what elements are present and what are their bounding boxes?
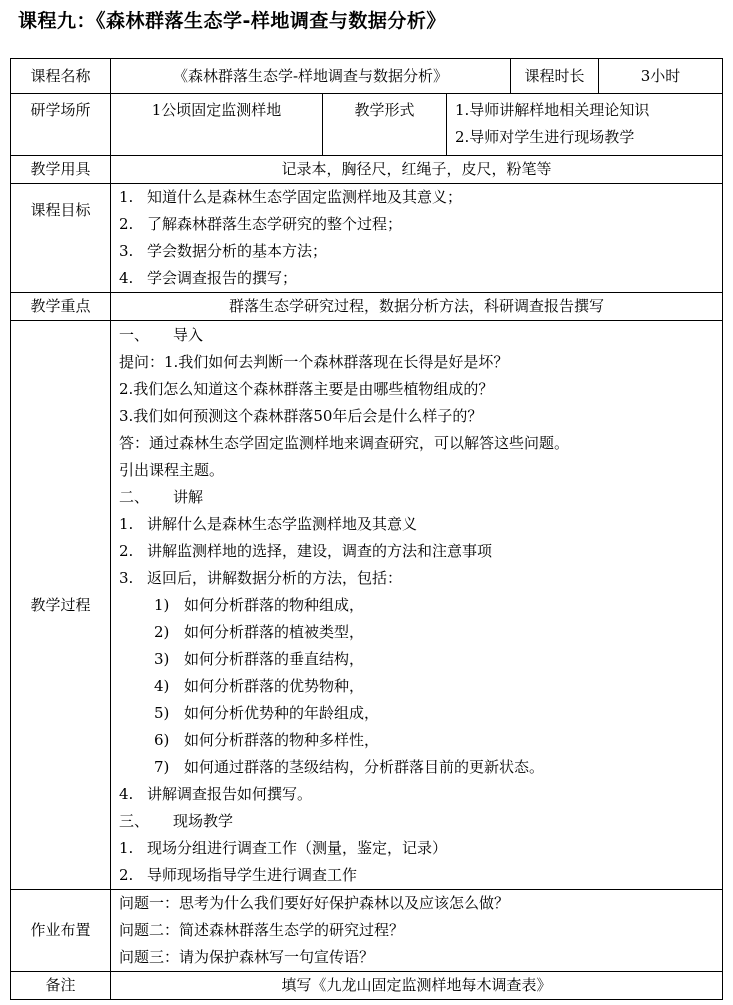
goal-item: 1. 知道什么是森林生态学固定监测样地及其意义； [119,188,463,206]
row-remarks [11,972,723,1000]
method-item: 6) 如何分析群落的物种多样性， [154,731,380,749]
label-remarks: 备注 [11,972,111,1000]
row-process [11,321,723,890]
label-tools: 教学用具 [11,156,111,184]
value-remarks: 填写《九龙山固定监测样地每木调查表》 [111,972,723,1000]
field-item: 1. 现场分组进行调查工作（测量，鉴定，记录） [119,839,448,857]
value-duration: 3小时 [599,59,723,94]
value-process [111,321,723,890]
row-tools [11,156,723,184]
homework-item: 问题三：请为保护森林写一句宣传语？ [119,948,375,966]
explain-item: 3. 返回后，讲解数据分析的方法，包括： [119,569,403,587]
value-course-name: 《森林群落生态学-样地调查与数据分析》 [111,59,511,94]
label-site: 研学场所 [11,94,111,156]
method-item: 5) 如何分析优势种的年龄组成， [154,704,380,722]
value-tools: 记录本，胸径尺，红绳子，皮尺，粉笔等 [111,156,723,184]
homework-item: 问题一：思考为什么我们要好好保护森林以及应该怎么做？ [119,894,510,912]
row-homework [11,890,723,972]
course-table [10,58,723,1000]
question-line: 提问：1.我们如何去判断一个森林群落现在长得是好是坏？ [119,353,509,371]
goal-item: 2. 了解森林群落生态学研究的整个过程； [119,215,403,233]
page-title: 课程九：《森林群落生态学-样地调查与数据分析》 [18,10,446,32]
label-course-name: 课程名称 [11,59,111,94]
value-homework [111,890,723,972]
explain-item: 1. 讲解什么是森林生态学监测样地及其意义 [119,515,418,533]
label-process: 教学过程 [11,321,111,890]
label-duration: 课程时长 [511,59,599,94]
section-heading: 三、 现场教学 [119,812,234,830]
answer-line: 答：通过森林生态学固定监测样地来调查研究，可以解答这些问题。 [119,434,570,452]
explain-item: 4. 讲解调查报告如何撰写。 [119,785,313,803]
method-item: 2) 如何分析群落的植被类型， [154,623,365,641]
format-line-1: 1.导师讲解样地相关理论知识 [455,101,650,119]
value-goals [111,184,723,293]
label-format: 教学形式 [323,94,447,156]
section-heading: 二、 讲解 [119,488,204,506]
method-item: 3) 如何分析群落的垂直结构， [154,650,365,668]
value-site: 1公顷固定监测样地 [111,94,323,156]
label-goals: 课程目标 [11,184,111,293]
lead-line: 引出课程主题。 [119,461,225,479]
row-focus [11,293,723,321]
row-site [11,94,723,156]
goal-item: 4. 学会调查报告的撰写； [119,269,298,287]
label-homework: 作业布置 [11,890,111,972]
question-line: 3.我们如何预测这个森林群落50年后会是什么样子的？ [119,407,483,425]
method-item: 1) 如何分析群落的物种组成， [154,596,365,614]
format-line-2: 2.导师对学生进行现场教学 [455,128,635,146]
homework-item: 问题二：简述森林群落生态学的研究过程？ [119,921,405,939]
value-format [447,94,723,156]
question-line: 2.我们怎么知道这个森林群落主要是由哪些植物组成的？ [119,380,494,398]
row-goals [11,184,723,293]
row-course-name [11,59,723,94]
goal-item: 3. 学会数据分析的基本方法； [119,242,328,260]
field-item: 2. 导师现场指导学生进行调查工作 [119,866,358,884]
value-focus: 群落生态学研究过程，数据分析方法，科研调查报告撰写 [111,293,723,321]
section-heading: 一、 导入 [119,326,204,344]
label-focus: 教学重点 [11,293,111,321]
explain-item: 2. 讲解监测样地的选择，建设，调查的方法和注意事项 [119,542,493,560]
method-item: 7) 如何通过群落的茎级结构，分析群落目前的更新状态。 [154,758,545,776]
method-item: 4) 如何分析群落的优势物种， [154,677,365,695]
